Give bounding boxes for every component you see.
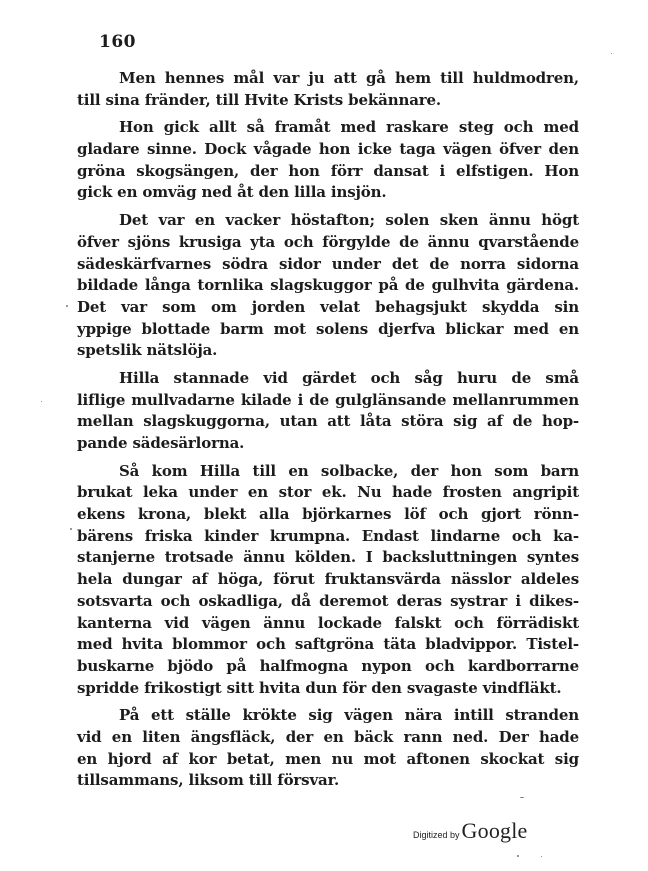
text-line: Hilla stannade vid gärdet och såg huru de små <box>119 368 579 387</box>
text-line: Så kom Hilla till en solbacke, der hon som barn <box>119 461 579 480</box>
text-line: bildade långa tornlika slagskuggor på de gulhvita gärdena. <box>77 276 579 295</box>
paragraph <box>77 210 579 362</box>
text-line: gröna skogsängen, der hon förr dansat i elfstigen. Hon <box>77 161 579 180</box>
text-line: spetslik nätslöja. <box>77 341 218 360</box>
text-line: buskarne bjödo på halfmogna nypon och kardborrarne <box>77 656 579 675</box>
paragraph <box>77 461 579 700</box>
text-line: Det var som om jorden velat behagsjukt skydda sin <box>77 297 579 316</box>
text-line: brukat leka under en stor ek. Nu hade frosten angripit <box>77 483 579 502</box>
paragraph <box>77 368 579 455</box>
paper-speck <box>520 797 524 798</box>
text-line: hela dungar af höga, förut fruktansvärda nässlor aldeles <box>77 570 579 589</box>
text-line: gick en omväg ned åt den lilla insjön. <box>77 183 387 202</box>
paper-speck <box>66 305 68 307</box>
text-line: spridde frikostigt sitt hvita dun för den svagaste vindfläkt. <box>77 678 562 697</box>
text-line: liflige mullvadarne kilade i de gulglänsande mellanrummen <box>77 390 579 409</box>
text-line: öfver sjöns krusiga yta och förgylde de ännu qvarstående <box>77 232 579 251</box>
google-logo: Google <box>461 818 528 843</box>
watermark-small-text: Digitized by <box>413 830 460 840</box>
text-line: bärens friska kinder krumpna. Endast lindarne och ka- <box>77 526 579 545</box>
text-line: sädeskärfvarnes södra sidor under det de norra sidorna <box>77 254 579 273</box>
paper-speck <box>41 401 42 402</box>
paragraph <box>77 705 579 792</box>
text-line: ekens krona, blekt alla björkarnes löf och gjort rönn- <box>77 505 579 524</box>
paper-speck <box>541 856 542 857</box>
text-line: Hon gick allt så framåt med raskare steg och med <box>119 118 579 137</box>
paper-speck <box>517 855 519 857</box>
body-text <box>77 68 579 798</box>
text-line: gladare sinne. Dock vågade hon icke taga vägen öfver den <box>77 140 579 159</box>
paragraph <box>77 117 579 204</box>
text-line: mellan slagskuggorna, utan att låta störa sig af de hop- <box>77 412 579 431</box>
text-line: pande sädesärlorna. <box>77 434 245 452</box>
text-line: tillsammans, liksom till försvar. <box>77 771 340 790</box>
paragraph <box>77 68 579 111</box>
text-line: en hjord af kor betat, men nu mot aftonen skockat sig <box>77 749 579 768</box>
text-line: Det var en vacker höstafton; solen sken ännu högt <box>119 211 579 230</box>
text-line: Men hennes mål var ju att gå hem till huldmodren, <box>119 69 579 87</box>
text-line: kanterna vid vägen ännu lockade falskt och förrädiskt <box>77 613 579 632</box>
text-line: med hvita blommor och saftgröna täta bladvippor. Tistel- <box>77 635 579 654</box>
digitized-by-google-watermark <box>413 818 528 844</box>
text-line: På ett ställe krökte sig vägen nära intill stranden <box>119 706 579 725</box>
text-line: yppige blottade barm mot solens djerfva blickar med en <box>77 319 579 338</box>
text-line: sotsvarta och oskadliga, då deremot deras systrar i dikes- <box>77 591 579 610</box>
paper-speck <box>611 53 612 54</box>
text-line: stanjerne trotsade ännu kölden. I backsluttningen syntes <box>77 548 579 567</box>
paper-speck <box>70 528 72 530</box>
text-line: vid en liten ängsfläck, der en bäck rann ned. Der hade <box>77 727 579 746</box>
text-line: till sina fränder, till Hvite Krists bekännare. <box>77 90 442 109</box>
page-number: 160 <box>99 32 136 52</box>
